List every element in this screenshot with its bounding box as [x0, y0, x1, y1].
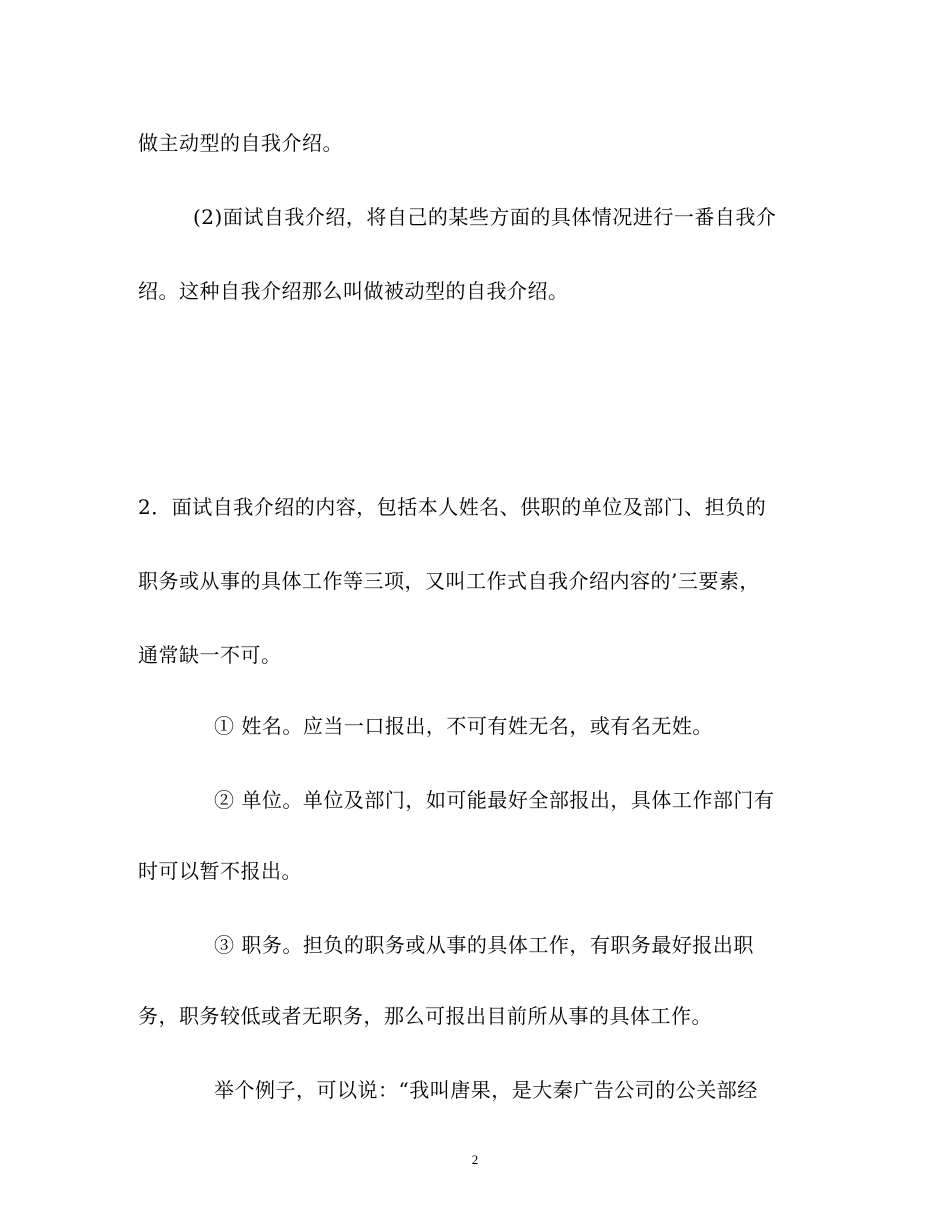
- text-line-8: ② 单位。单位及部门，如可能最好全部报出，具体工作部门有: [214, 788, 775, 812]
- text-line-12: 举个例子，可以说：“我叫唐果，是大秦广告公司的公关部经: [214, 1078, 758, 1102]
- text-line-5: 职务或从事的具体工作等三项，又叫工作式自我介绍内容的’三要素，: [138, 569, 760, 593]
- text-line-4: 2．面试自我介绍的内容，包括本人姓名、供职的单位及部门、担负的: [138, 495, 767, 519]
- text-line-10: ③ 职务。担负的职务或从事的具体工作，有职务最好报出职: [214, 933, 754, 957]
- text-line-3: 绍。这种自我介绍那么叫做被动型的自我介绍。: [138, 279, 569, 303]
- text-line-6: 通常缺一不可。: [138, 643, 282, 667]
- text-line-7: ① 姓名。应当一口报出，不可有姓无名，或有名无姓。: [214, 714, 713, 738]
- text-line-11: 务，职务较低或者无职务，那么可报出目前所从事的具体工作。: [138, 1004, 712, 1028]
- text-line-9: 时可以暂不报出。: [138, 859, 302, 883]
- text-line-1: 做主动型的自我介绍。: [138, 131, 343, 155]
- text-line-2: (2)面试自我介绍，将自己的某些方面的具体情况进行一番自我介: [193, 205, 777, 229]
- page-number: 2: [471, 1152, 479, 1167]
